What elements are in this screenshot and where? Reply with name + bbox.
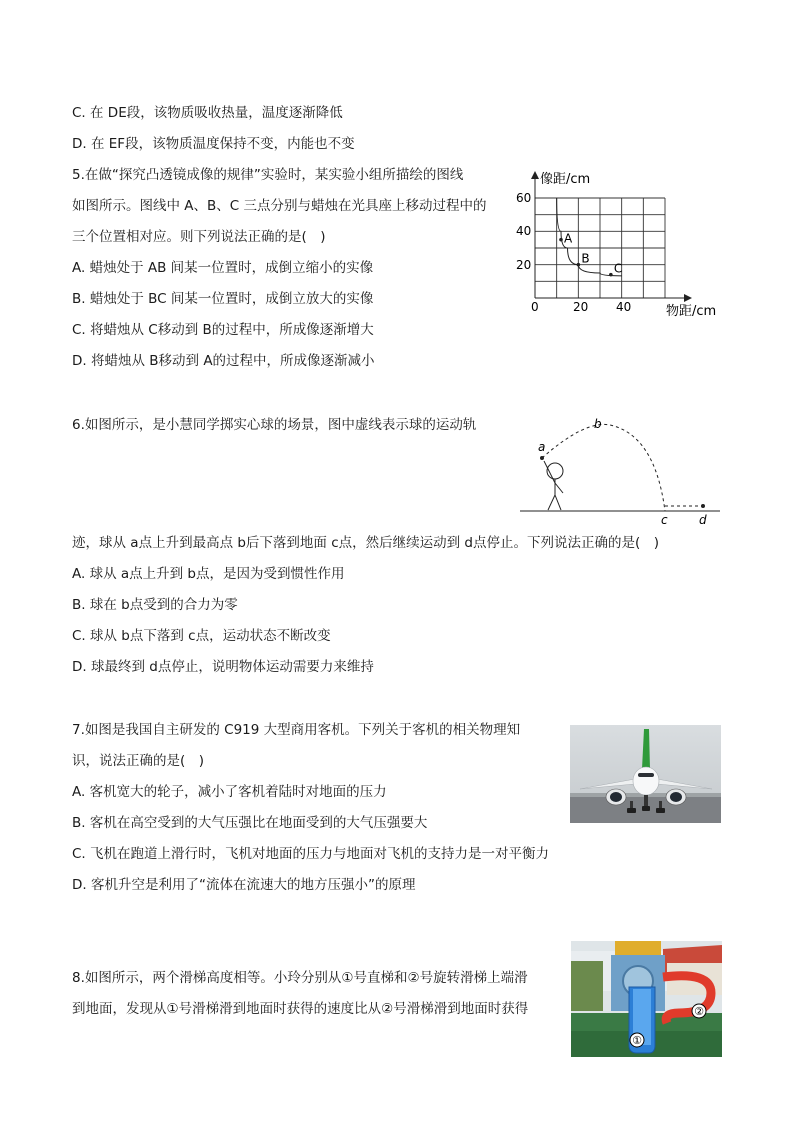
x-axis-label: 物距/cm xyxy=(666,304,717,319)
point-a xyxy=(559,238,563,242)
label-b: b xyxy=(594,417,602,431)
q7-option-a: A. 客机宽大的轮子，减小了客机着陆时对地面的压力 xyxy=(72,784,387,800)
ball-trajectory xyxy=(542,424,665,511)
x-tick-40: 40 xyxy=(616,300,632,314)
q6-stem-line-2: 迹，球从 a点上升到最高点 b后下落到地面 c点，然后继续运动到 d点停止。下列说法正确的是( ) xyxy=(72,535,660,551)
q7-option-d: D. 客机升空是利用了“流体在流速大的地方压强小”的原理 xyxy=(72,877,416,893)
y-tick-60: 60 xyxy=(516,191,532,205)
y-tick-20: 20 xyxy=(516,258,532,272)
slides-photo xyxy=(571,941,722,1057)
q5-option-d: D. 将蜡烛从 B移动到 A的过程中，所成像逐渐减小 xyxy=(72,353,375,369)
label-a: a xyxy=(538,440,546,454)
point-b xyxy=(577,263,581,267)
q6-option-c: C. 球从 b点下落到 c点，运动状态不断改变 xyxy=(72,628,331,644)
q6-option-d: D. 球最终到 d点停止，说明物体运动需要力来维持 xyxy=(72,659,374,675)
shot-put-figure xyxy=(515,415,725,530)
ball-at-d xyxy=(701,504,705,508)
ball-at-a xyxy=(540,456,544,460)
q5-stem-line-3: 三个位置相对应。则下列说法正确的是( ) xyxy=(72,229,326,245)
label-c: c xyxy=(661,513,668,527)
label-d: d xyxy=(699,513,707,527)
q5-stem-line-2: 如图所示。图线中 A、B、C 三点分别与蜡烛在光具座上移动过程中的 xyxy=(72,198,487,214)
point-label-b: B xyxy=(581,251,590,266)
q8-stem-line-1: 8.如图所示，两个滑梯高度相等。小玲分别从①号直梯和②号旋转滑梯上端滑 xyxy=(72,970,528,986)
q6-stem-line-1: 6.如图所示，是小慧同学掷实心球的场景，图中虚线表示球的运动轨 xyxy=(72,417,477,433)
q7-option-b: B. 客机在高空受到的大气压强比在地面受到的大气压强要大 xyxy=(72,815,428,831)
q5-option-c: C. 将蜡烛从 C移动到 B的过程中，所成像逐渐增大 xyxy=(72,322,374,338)
q7-stem-line-2: 识，说法正确的是( ) xyxy=(72,753,205,769)
q5-stem-line-1: 5.在做“探究凸透镜成像的规律”实验时，某实验小组所描绘的图线 xyxy=(72,167,464,183)
q6-option-b: B. 球在 b点受到的合力为零 xyxy=(72,597,238,613)
chart-grid xyxy=(535,198,665,298)
point-label-a: A xyxy=(564,231,573,246)
lens-image-distance-chart xyxy=(510,165,735,325)
q8-stem-line-2: 到地面，发现从①号滑梯滑到地面时获得的速度比从②号滑梯滑到地面时获得 xyxy=(72,1001,529,1017)
q6-option-a: A. 球从 a点上升到 b点，是因为受到惯性作用 xyxy=(72,566,345,582)
slide-one-label: ① xyxy=(632,1034,642,1047)
option-d-prev: D. 在 EF段，该物质温度保持不变，内能也不变 xyxy=(72,136,355,152)
q5-option-b: B. 蜡烛处于 BC 间某一位置时，成倒立放大的实像 xyxy=(72,291,374,307)
y-axis-label: 像距/cm xyxy=(540,172,591,187)
q7-stem-line-1: 7.如图是我国自主研发的 C919 大型商用客机。下列关于客机的相关物理知 xyxy=(72,722,521,738)
q5-option-a: A. 蜡烛处于 AB 间某一位置时，成倒立缩小的实像 xyxy=(72,260,374,276)
thrower-figure xyxy=(544,461,563,510)
slide-two-label: ② xyxy=(694,1005,704,1018)
q7-option-c: C. 飞机在跑道上滑行时，飞机对地面的压力与地面对飞机的支持力是一对平衡力 xyxy=(72,846,550,862)
y-tick-40: 40 xyxy=(516,224,532,238)
origin-label: 0 xyxy=(531,300,539,314)
point-c xyxy=(609,273,613,277)
c919-airplane-photo xyxy=(570,725,721,823)
option-c-prev: C. 在 DE段，该物质吸收热量，温度逐渐降低 xyxy=(72,105,343,121)
point-label-c: C xyxy=(613,261,623,276)
x-tick-20: 20 xyxy=(573,300,589,314)
